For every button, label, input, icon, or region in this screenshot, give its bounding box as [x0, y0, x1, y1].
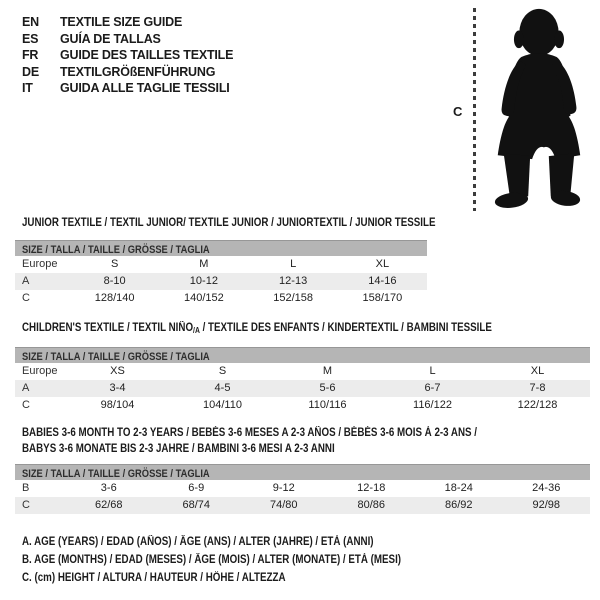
children-size-table — [15, 363, 590, 414]
baby-silhouette-icon — [484, 5, 592, 218]
size-bar-label: SIZE / TALLA / TAILLE / GRÖSSE / TAGLIA — [22, 468, 210, 480]
language-title-list — [22, 14, 233, 97]
language-row — [22, 47, 233, 64]
row-label: A — [22, 275, 30, 287]
babies-size-table — [15, 480, 590, 514]
size-cell: 5-6 — [319, 382, 336, 394]
language-title: TEXTILGRÖßENFÜHRUNG — [60, 64, 216, 79]
size-cell: 116/122 — [413, 399, 452, 411]
size-bar-label: SIZE / TALLA / TAILLE / GRÖSSE / TAGLIA — [22, 351, 210, 363]
size-cell: 110/116 — [308, 399, 347, 411]
size-cell: XL — [530, 365, 545, 377]
row-label: B — [22, 482, 30, 494]
size-cell: L — [290, 258, 297, 270]
footnote-b: B. AGE (MONTHS) / EDAD (MESES) / ÂGE (MOIS) / ALTER (MONATE) / ETÀ (MESI) — [22, 554, 402, 566]
children-heading-prefix: CHILDREN'S TEXTILE / TEXTIL NIÑO — [22, 322, 194, 334]
language-row — [22, 31, 233, 48]
size-cell: XL — [375, 258, 390, 270]
table-row-age — [15, 380, 590, 397]
language-row — [22, 80, 233, 97]
size-cell: 68/74 — [182, 499, 211, 511]
size-cell: 80/86 — [357, 499, 386, 511]
size-cell: 74/80 — [269, 499, 298, 511]
language-row — [22, 64, 233, 81]
table-row-age-months — [15, 480, 590, 497]
size-cell: M — [322, 365, 333, 377]
language-code: ES — [22, 31, 39, 46]
children-heading-suffix: / TEXTILE DES ENFANTS / KINDERTEXTIL / BAMBINI TESSILE — [199, 322, 492, 334]
footnote-a: A. AGE (YEARS) / EDAD (AÑOS) / ÂGE (ANS) / ALTER (JAHRE) / ETÀ (ANNI) — [22, 536, 374, 548]
size-cell: 4-5 — [214, 382, 231, 394]
children-section-heading — [22, 322, 492, 335]
size-cell: 92/98 — [532, 499, 561, 511]
table-row-height — [15, 397, 590, 414]
size-cell: S — [218, 365, 227, 377]
junior-section-heading: JUNIOR TEXTILE / TEXTIL JUNIOR/ TEXTILE JUNIOR / JUNIORTEXTIL / JUNIOR TESSILE — [22, 217, 436, 229]
footnote-c: C. (cm) HEIGHT / ALTURA / HAUTEUR / HÖHE / ALTEZZA — [22, 572, 286, 584]
row-label: C — [22, 499, 30, 511]
table-row-europe — [15, 363, 590, 380]
size-cell: 9-12 — [272, 482, 295, 494]
language-code: FR — [22, 48, 39, 62]
row-label: C — [22, 399, 30, 411]
babies-section-heading-line2: BABYS 3-6 MONATE BIS 2-3 JAHRE / BAMBINI 3-6 MESI A 2-3 ANNI — [22, 443, 335, 455]
height-measure-dashed-line — [473, 8, 476, 211]
babies-section-heading-line1: BABIES 3-6 MONTH TO 2-3 YEARS / BEBÉS 3-6 MESES A 2-3 AÑOS / BÉBÉS 3-6 MOIS À 2-3 ANS / — [22, 427, 478, 439]
size-cell: 7-8 — [529, 382, 546, 394]
size-cell: 104/110 — [203, 399, 242, 411]
table-row-age — [15, 273, 427, 290]
size-cell: 152/158 — [273, 292, 313, 304]
size-cell: 6-9 — [188, 482, 205, 494]
size-cell: XS — [110, 365, 125, 377]
size-cell: 24-36 — [532, 482, 561, 494]
language-code: IT — [22, 81, 33, 95]
table-row-height — [15, 497, 590, 514]
height-label-c: C — [453, 104, 463, 119]
size-cell: 14-16 — [368, 275, 397, 287]
size-cell: 98/104 — [100, 399, 135, 411]
size-cell: 122/128 — [517, 399, 558, 411]
language-title: GUIDE DES TAILLES TEXTILE — [60, 48, 234, 62]
size-cell: 8-10 — [103, 275, 126, 287]
children-heading-subscript: /A — [193, 326, 200, 335]
babies-size-header-bar — [15, 464, 590, 480]
size-cell: 3-6 — [100, 482, 117, 494]
size-cell: 140/152 — [183, 292, 224, 304]
size-cell: 128/140 — [94, 292, 135, 304]
size-cell: 12-18 — [357, 482, 386, 494]
size-cell: 18-24 — [444, 482, 473, 494]
size-cell: 158/170 — [362, 292, 403, 304]
size-cell: M — [199, 258, 209, 270]
language-title: TEXTILE SIZE GUIDE — [60, 15, 183, 29]
table-row-height — [15, 290, 427, 307]
size-cell: 10-12 — [189, 275, 218, 287]
row-label: A — [22, 382, 30, 394]
junior-size-table — [15, 256, 427, 307]
table-row-europe — [15, 256, 427, 273]
language-row — [22, 14, 233, 31]
language-code: EN — [22, 15, 39, 29]
row-label: C — [22, 292, 30, 304]
size-cell: 12-13 — [279, 275, 308, 287]
size-cell: 86/92 — [444, 499, 473, 511]
size-cell: 3-4 — [109, 382, 126, 394]
language-title: GUÍA DE TALLAS — [60, 31, 161, 46]
language-code: DE — [22, 64, 39, 79]
language-title: GUIDA ALLE TAGLIE TESSILI — [60, 81, 230, 95]
size-cell: 62/68 — [94, 499, 123, 511]
junior-size-header-bar — [15, 240, 427, 256]
size-cell: 6-7 — [424, 382, 441, 394]
size-bar-label: SIZE / TALLA / TAILLE / GRÖSSE / TAGLIA — [22, 244, 210, 256]
size-cell: L — [429, 365, 436, 377]
size-cell: S — [110, 258, 119, 270]
row-label: Europe — [22, 365, 58, 377]
children-size-header-bar — [15, 347, 590, 363]
row-label: Europe — [22, 258, 58, 270]
